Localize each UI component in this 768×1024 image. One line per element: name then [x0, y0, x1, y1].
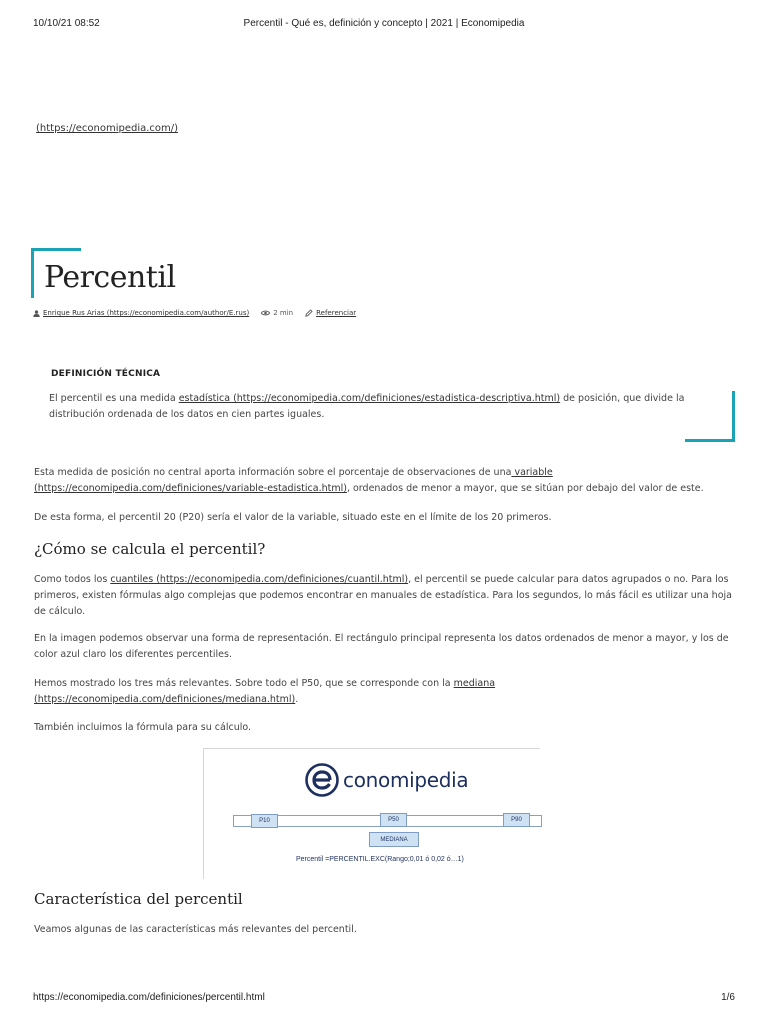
mediana-box: MEDIANA [369, 832, 419, 847]
definition-heading: DEFINICIÓN TÉCNICA [51, 369, 161, 379]
home-link[interactable]: (https://economipedia.com/) [36, 123, 179, 134]
paragraph-characteristics: Veamos algunas de las características más relevantes del percentil. [34, 924, 357, 935]
logo-text: conomipedia [343, 768, 469, 792]
read-time: 2 min [273, 309, 294, 317]
p10-box: P10 [251, 814, 278, 828]
economipedia-logo [304, 762, 468, 798]
heading-calculation: ¿Cómo se calcula el percentil? [34, 540, 266, 558]
estadistica-link[interactable]: estadística (https://economipedia.com/definiciones/estadistica-descriptiva.html) [178, 393, 561, 404]
paragraph-mediana-end: . [295, 694, 299, 705]
author-meta [33, 309, 249, 317]
paragraph-mediana [34, 676, 734, 708]
percentile-figure [203, 748, 540, 879]
print-datetime: 10/10/21 08:52 [33, 18, 100, 29]
paragraph-cuantiles-start: Como todos los [34, 574, 111, 585]
paragraph-image-desc: En la imagen podemos observar una forma de representación. El rectángulo principal representa los datos ordenados de menor a mayor, y los de color azul claro los diferentes percentiles. [34, 633, 729, 660]
paragraph-intro-end: , ordenados de menor a mayor, que se sitúan por debajo del valor de este. [346, 483, 704, 494]
formula-text: Percentil =PERCENTIL.EXC(Rango;0,01 ó 0,02 ó…1) [296, 856, 464, 863]
heading-characteristics: Característica del percentil [34, 890, 243, 908]
pencil-icon [305, 309, 313, 317]
read-time-meta [261, 309, 293, 317]
eye-icon [261, 310, 270, 316]
paragraph-p20: De esta forma, el percentil 20 (P20) sería el valor de la variable, situado este en el límite de los 20 primeros. [34, 512, 552, 523]
definition-accent-corner [685, 391, 735, 442]
page-number: 1/6 [721, 992, 735, 1003]
print-url: https://economipedia.com/definiciones/percentil.html [33, 992, 265, 1003]
cite-meta [305, 309, 356, 317]
paragraph-cuantiles [34, 572, 734, 620]
mediana-link[interactable]: mediana (https://economipedia.com/definiciones/mediana.html) [34, 678, 496, 705]
definition-text [49, 391, 699, 423]
author-link[interactable]: Enrique Rus Arias (https://economipedia.com/author/E.rus) [43, 309, 250, 317]
definition-text-end: de posición, que divide la distribución ordenada de los datos en cien partes iguales. [49, 393, 685, 420]
paragraph-intro-start: Esta medida de posición no central aporta información sobre el porcentaje de observaciones de una [34, 467, 512, 478]
paragraph-formula-intro: También incluimos la fórmula para su cálculo. [34, 722, 252, 733]
page-title: Percentil [44, 260, 176, 295]
p90-box: P90 [503, 813, 530, 827]
paragraph-cuantiles-end: , el percentil se puede calcular para datos agrupados o no. Para los primeros, existen fórmulas algo complejas que podemos encontrar en manuales de estadística. Para los segundos, lo más fácil es utilizar una hoja de cálculo. [34, 574, 732, 617]
cuantil-link[interactable]: cuantiles (https://economipedia.com/definiciones/cuantil.html) [110, 574, 409, 585]
print-page-title: Percentil - Qué es, definición y concepto | 2021 | Economipedia [243, 18, 525, 29]
user-icon [33, 310, 40, 317]
definition-text-start: El percentil es una medida [49, 393, 179, 404]
economipedia-logo-icon [304, 762, 342, 798]
cite-link[interactable]: Referenciar [316, 309, 357, 317]
article-meta [33, 309, 368, 317]
variable-link[interactable]: variable (https://economipedia.com/definiciones/variable-estadistica.html) [34, 467, 553, 494]
paragraph-mediana-start: Hemos mostrado los tres más relevantes. Sobre todo el P50, que se corresponde con la [34, 678, 454, 689]
paragraph-intro [34, 465, 734, 497]
p50-box: P50 [380, 813, 407, 827]
